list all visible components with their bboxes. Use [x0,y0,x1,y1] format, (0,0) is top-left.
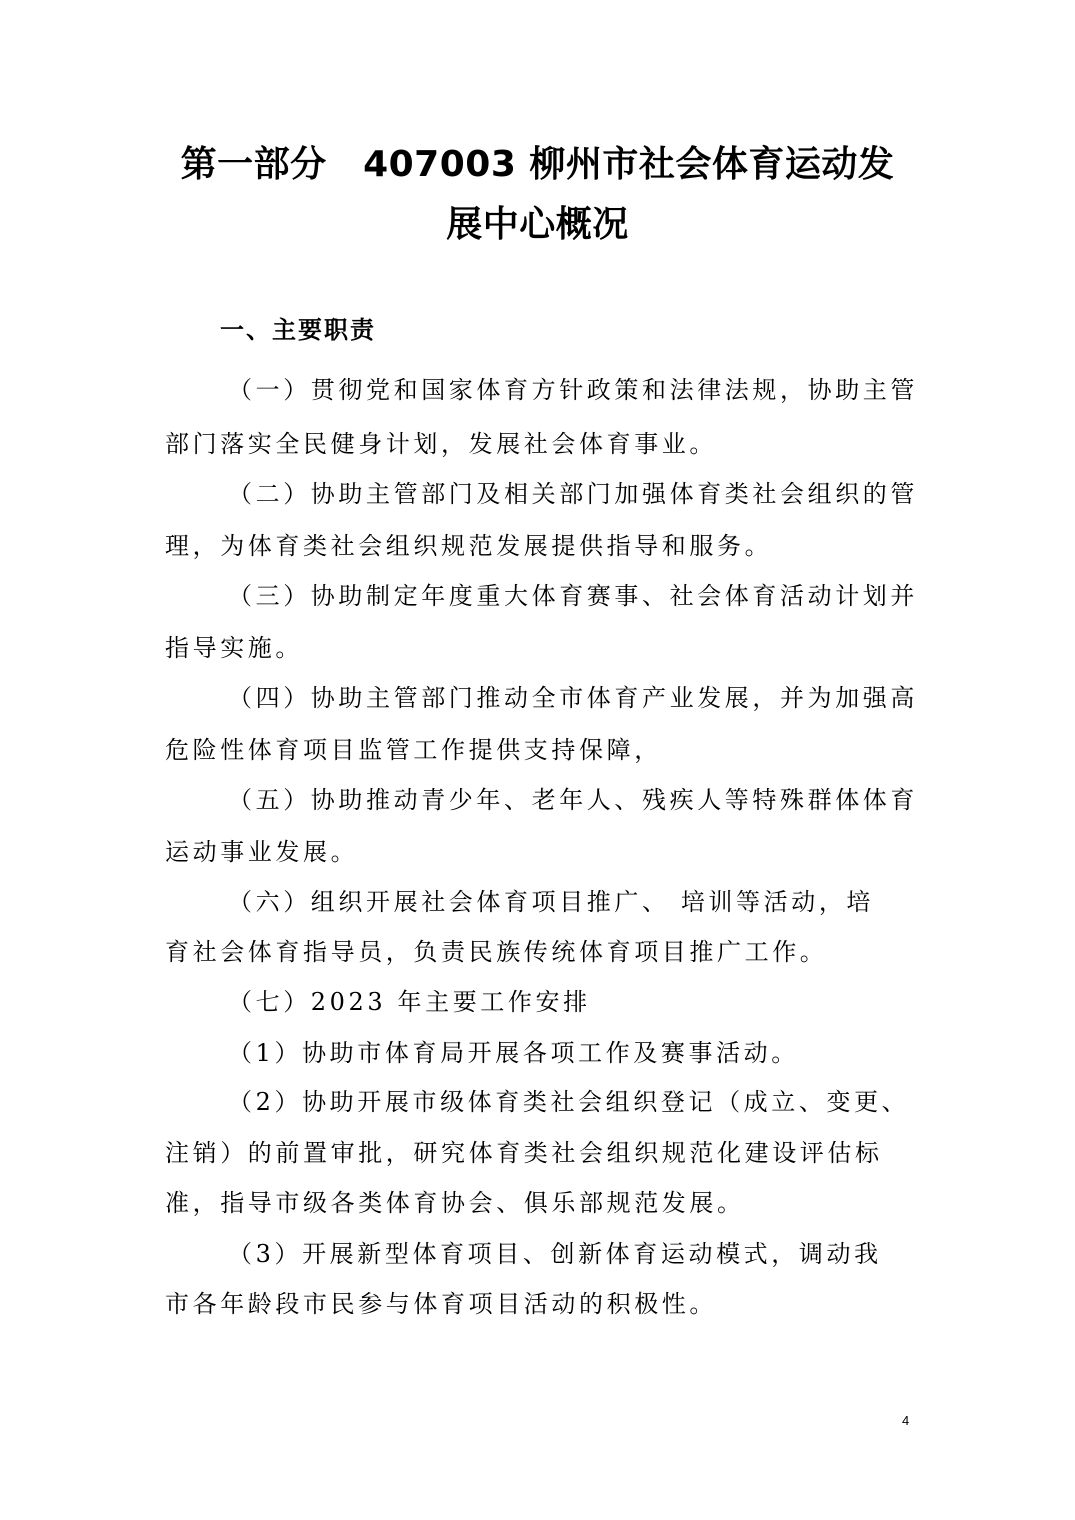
body-line: （2）协助开展市级体育类社会组织登记（成立、变更、 [228,1088,910,1116]
section-heading: 一、主要职责 [220,316,376,344]
body-line: （3）开展新型体育项目、创新体育运动模式，调动我 [228,1240,882,1268]
body-line: （三）协助制定年度重大体育赛事、社会体育活动计划并 [228,582,918,610]
body-line: （一）贯彻党和国家体育方针政策和法律法规，协助主管 [228,376,918,404]
document-title-line-2: 展中心概况 [446,204,629,245]
body-line: （七）2023 年主要工作安排 [228,988,591,1016]
body-line: 理，为体育类社会组织规范发展提供指导和服务。 [165,532,773,560]
body-line: （二）协助主管部门及相关部门加强体育类社会组织的管 [228,480,918,508]
body-line: 运动事业发展。 [165,838,359,866]
body-line: 市各年龄段市民参与体育项目活动的积极性。 [165,1290,717,1318]
body-line: 指导实施。 [165,634,303,662]
body-line: 危险性体育项目监管工作提供支持保障， [165,736,662,764]
body-line: （六）组织开展社会体育项目推广、 培训等活动，培 [228,888,875,916]
body-line: 注销）的前置审批，研究体育类社会组织规范化建设评估标 [165,1139,883,1167]
document-title-line-1: 第一部分 407003 柳州市社会体育运动发 [180,144,895,185]
body-line: （五）协助推动青少年、老年人、残疾人等特殊群体体育 [228,786,918,814]
body-line: 部门落实全民健身计划，发展社会体育事业。 [165,430,717,458]
body-line: 准，指导市级各类体育协会、俱乐部规范发展。 [165,1189,745,1217]
body-line: （1）协助市体育局开展各项工作及赛事活动。 [228,1039,799,1067]
body-line: （四）协助主管部门推动全市体育产业发展，并为加强高 [228,684,918,712]
page-number: 4 [902,1413,910,1428]
body-line: 育社会体育指导员，负责民族传统体育项目推广工作。 [165,938,828,966]
